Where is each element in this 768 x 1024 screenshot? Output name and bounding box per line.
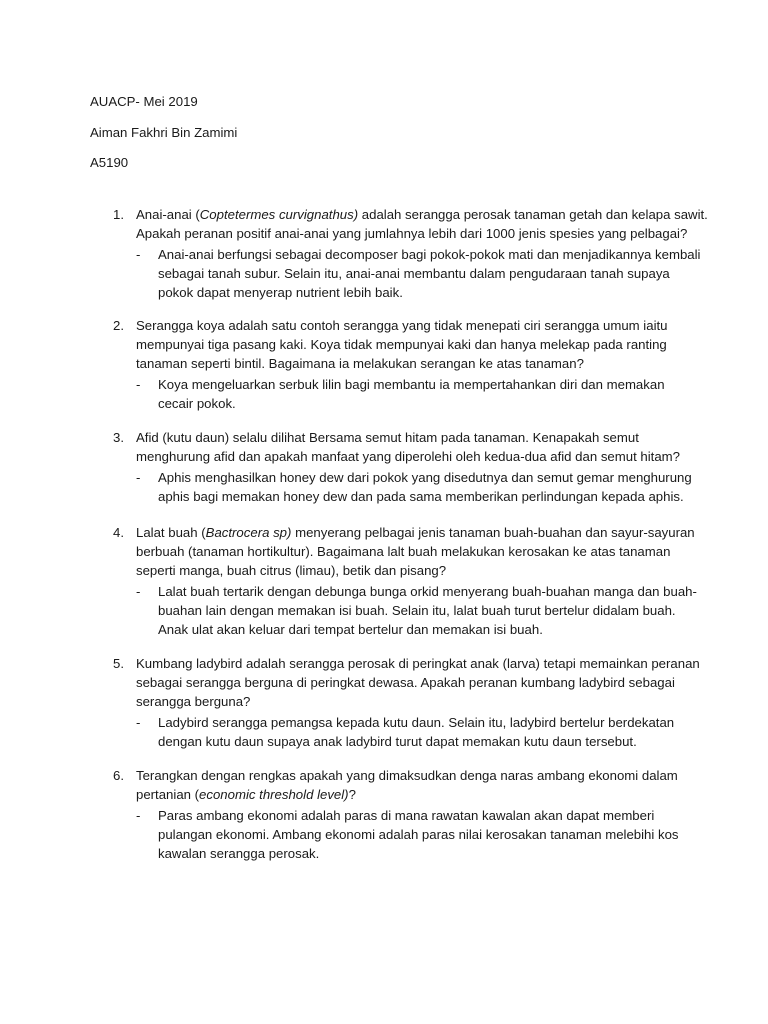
text-segment: pertanian (: [136, 787, 200, 802]
text-segment: Lalat buah (: [136, 525, 206, 540]
question-text: [136, 428, 696, 466]
answer-line: Ladybird serangga pemangsa kepada kutu daun. Selain itu, ladybird bertelur berdekatan: [158, 715, 675, 730]
answer-text: [158, 375, 698, 413]
question-text: [136, 316, 696, 373]
answer-line: kawalan serangga perosak.: [158, 846, 320, 861]
question-text: [136, 654, 700, 711]
question-line: [136, 785, 696, 804]
answer-bullet: -: [136, 808, 141, 823]
text-segment: tanaman seperti bintil. Bagaimana ia melakukan serangan ke atas tanaman?: [136, 356, 584, 371]
question-text: [136, 205, 708, 243]
question-line: [136, 523, 696, 542]
question-line: [136, 205, 708, 224]
answer-bullet: -: [136, 584, 141, 599]
text-segment: ?: [348, 787, 356, 802]
question-line: [136, 654, 700, 673]
answer-line: buahan lain dengan memakan isi buah. Selain itu, lalat buah turut bertelur didalam buah.: [158, 603, 676, 618]
student-name: Aiman Fakhri Bin Zamimi: [90, 125, 238, 140]
text-segment: menghurung afid dan apakah manfaat yang diperolehi oleh kedua-dua afid dan semut hitam?: [136, 449, 680, 464]
question-line: [136, 316, 696, 335]
text-segment: Apakah peranan positif anai-anai yang jumlahnya lebih dari 1000 jenis spesies yang pelbagai?: [136, 226, 688, 241]
answer-line: pulangan ekonomi. Ambang ekonomi adalah paras nilai kerosakan tanaman melebihi kos: [158, 827, 679, 842]
text-segment: adalah serangga perosak tanaman getah dan kelapa sawit.: [358, 207, 708, 222]
text-segment: menyerang pelbagai jenis tanaman buah-buahan dan sayur-sayuran: [291, 525, 695, 540]
course-line: AUACP- Mei 2019: [90, 94, 198, 109]
text-segment: Kumbang ladybird adalah serangga perosak di peringkat anak (larva) tetapi memainkan peranan: [136, 656, 700, 671]
answer-line: Paras ambang ekonomi adalah paras di mana rawatan kawalan akan dapat memberi: [158, 808, 655, 823]
answer-line: Lalat buah tertarik dengan debunga bunga orkid menyerang buah-buahan manga dan buah-: [158, 584, 697, 599]
question-line: [136, 692, 696, 711]
text-segment: berbuah (tanaman hortikultur). Bagaimana lalt buah melakukan kerosakan ke atas tanaman: [136, 544, 671, 559]
answer-line: Koya mengeluarkan serbuk lilin bagi membantu ia mempertahankan diri dan memakan: [158, 377, 665, 392]
question-text: [136, 523, 696, 580]
text-segment: Afid (kutu daun) selalu dilihat Bersama semut hitam pada tanaman. Kenapakah semut: [136, 430, 639, 445]
answer-text: [158, 245, 701, 302]
text-segment: Anai-anai (: [136, 207, 200, 222]
question-number: 5.: [113, 656, 124, 671]
answer-text: [158, 468, 698, 506]
italic-term: Bactrocera sp): [205, 525, 292, 540]
question-line: [136, 766, 696, 785]
text-segment: serangga berguna?: [136, 694, 251, 709]
answer-text: [158, 582, 698, 639]
text-segment: Terangkan dengan rengkas apakah yang dimaksudkan denga naras ambang ekonomi dalam: [136, 768, 678, 783]
text-segment: Serangga koya adalah satu contoh serangga yang tidak menepati ciri serangga umum iaitu: [136, 318, 668, 333]
answer-line: dengan kutu daun supaya anak ladybird turut dapat memakan kutu daun tersebut.: [158, 734, 637, 749]
question-line: [136, 673, 696, 692]
question-line: [136, 561, 696, 580]
question-line: [136, 447, 696, 466]
question-line: [136, 335, 696, 354]
question-line: [136, 428, 696, 447]
answer-line: pokok dapat menyerap nutrient lebih baik.: [158, 285, 403, 300]
answer-bullet: -: [136, 715, 141, 730]
student-id: A5190: [90, 155, 129, 170]
question-text: [136, 766, 696, 804]
text-segment: mempunyai tiga pasang kaki. Koya tidak mempunyai kaki dan hanya melekap pada ranting: [136, 337, 667, 352]
answer-bullet: -: [136, 470, 141, 485]
text-segment: sebagai serangga berguna di peringkat dewasa. Apakah peranan kumbang ladybird sebagai: [136, 675, 675, 690]
answer-line: sebagai tanah subur. Selain itu, anai-anai membantu dalam pengudaraan tanah supaya: [158, 266, 670, 281]
question-line: [136, 542, 696, 561]
question-number: 6.: [113, 768, 124, 783]
answer-text: [158, 806, 698, 863]
question-line: [136, 224, 696, 243]
question-number: 4.: [113, 525, 124, 540]
text-segment: seperti manga, buah citrus (limau), betik dan pisang?: [136, 563, 447, 578]
question-number: 2.: [113, 318, 124, 333]
answer-line: Aphis menghasilkan honey dew dari pokok yang disedutnya dan semut gemar menghurung: [158, 470, 692, 485]
answer-bullet: -: [136, 377, 141, 392]
question-line: [136, 354, 696, 373]
answer-line: cecair pokok.: [158, 396, 236, 411]
answer-bullet: -: [136, 247, 141, 262]
answer-line: Anai-anai berfungsi sebagai decomposer bagi pokok-pokok mati dan menjadikannya kembali: [158, 247, 701, 262]
italic-term: economic threshold level): [199, 787, 349, 802]
answer-text: [158, 713, 698, 751]
answer-line: aphis bagi memakan honey dew dan pada sama memberikan perlindungan kepada aphis.: [158, 489, 684, 504]
italic-term: Coptetermes curvignathus): [199, 207, 359, 222]
question-number: 3.: [113, 430, 124, 445]
answer-line: Anak ulat akan keluar dari tempat bertelur dan memakan isi buah.: [158, 622, 543, 637]
question-number: 1.: [113, 207, 124, 222]
